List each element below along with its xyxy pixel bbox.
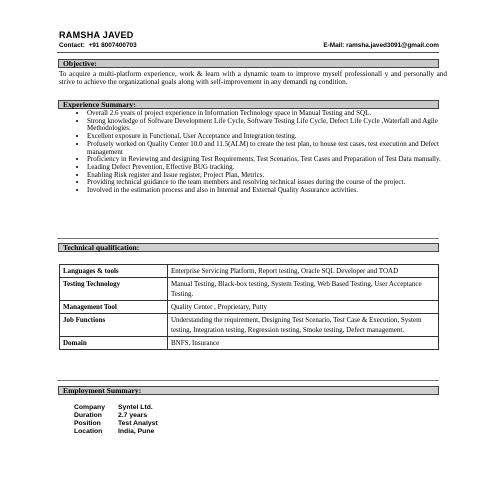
experience-heading: Experience Summary: [58,100,439,109]
employment-label: Company [74,404,105,411]
list-item: • Profusely worked on Quality Center 10.0 and 11.5(ALM) to create the test plan, to house test cases, test execution and Defect management [87,141,457,156]
list-item: • Providing technical guidance to the team members and resolving technical issues during the course of the project. [87,179,457,187]
employment-heading: Employment Summary: [58,386,439,395]
employment-value: Test Analyst [118,420,158,427]
list-item: • Proficiency in Reviewing and designing Test Requirements, Test Scenarios, Test Cases and Preparation of Test Data manually. [87,156,457,164]
table-cell-label: Domain [60,337,168,350]
table-cell-label: Testing Technology [60,278,168,301]
contact-line [59,42,439,49]
contact-email: E-Mail: ramsha.javed3091@gmail.com [323,42,439,49]
table-row [60,278,439,301]
table-row [60,265,439,278]
list-item [74,428,158,436]
list-item [74,412,158,420]
table-cell-label: Management Tool [60,301,168,314]
list-item: • Overall 2.6 years of project experience in Information Technology space in Manual Testing and SQL. [87,110,457,118]
section-divider [57,380,439,381]
employment-label: Location [74,428,103,435]
employment-value: India, Pune [118,428,155,435]
table-cell-label: Languages & tools [60,265,168,278]
employment-details [74,404,158,436]
employment-label: Duration [74,412,102,419]
table-row [60,337,439,350]
table-row [60,301,439,314]
section-divider [57,238,439,239]
employment-value: Syntel Ltd. [118,404,153,411]
table-cell-label: Job Functions [60,314,168,337]
list-item: • Enabling Risk register and Issue register, Project Plan, Metrics. [87,172,457,180]
list-item [74,404,158,412]
header-divider [57,52,439,53]
table-cell-value: Enterprise Servicing Platform, Report testing, Oracle SQL Developer and TOAD [168,265,439,278]
technical-table [59,264,439,350]
contact-phone: Contact: +91 8007400703 [59,42,137,49]
table-cell-value: Understanding the requirement, Designing Test Scenario, Test Case & Execution, System testing, Integration testing, Regression testing, Smoke testing, Defect management. [168,314,439,337]
list-item: • Involved in the estimation process and also in Internal and External Quality Assurance activities. [87,187,457,195]
table-cell-value: Quality Center , Proprietary, Putty [168,301,439,314]
list-item [74,420,158,428]
table-cell-value: BNFS, Insurance [168,337,439,350]
employment-value: 2.7 years [118,412,148,419]
list-item: • Leading Defect Prevention, Effective BUG tracking. [87,164,457,172]
table-row [60,314,439,337]
experience-list [73,110,457,195]
candidate-name: RAMSHA JAVED [59,30,134,40]
objective-text: To acquire a multi-platform experience, work & learn with a dynamic team to improve myself professionall y and personally and strive to achieve the organizational goals along with self-improvement in any demandi ng condition. [59,70,447,87]
list-item: • Strong knowledge of Software Development Life Cycle, Software Testing Life Cycle, Defect Life Cycle ,Waterfall and Agile Methodologies. [87,118,457,133]
technical-heading: Technical qualification: [58,243,439,252]
objective-heading: Objective: [58,59,439,68]
list-item: • Excellent exposure in Functional, User Acceptance and Integration testing. [87,133,457,141]
table-cell-value: Manual Testing, Black-box testing, System Testing, Web Based Testing, User Acceptance Testing. [168,278,439,301]
employment-label: Position [74,420,101,427]
